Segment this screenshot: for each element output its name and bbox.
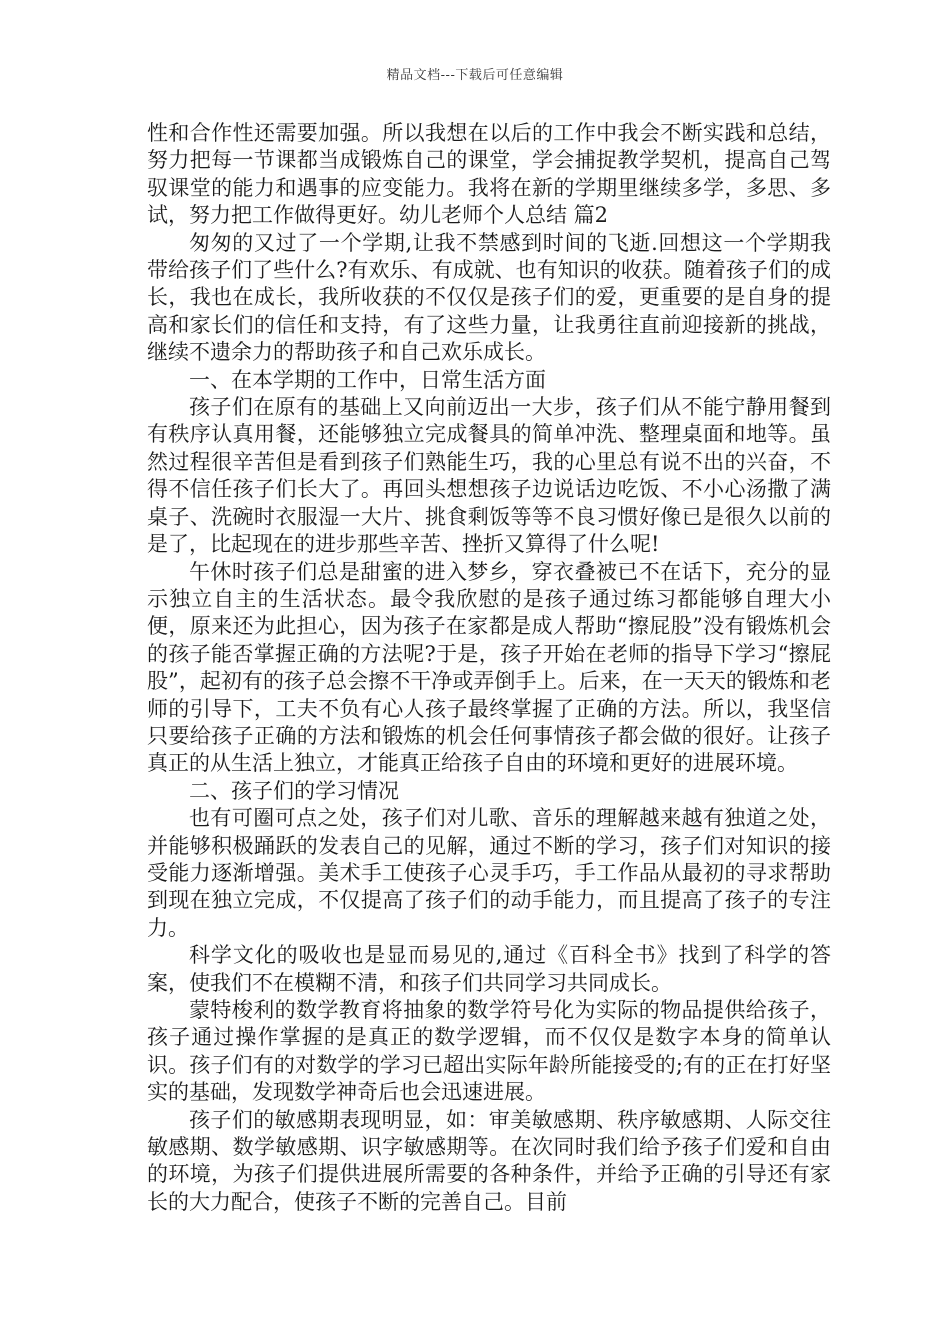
paragraph-5: 也有可圈可点之处，孩子们对儿歌、音乐的理解越来越有独道之处，并能够积极踊跃的发表自己的见解，通过不断的学习，孩子们对知识的接受能力逐渐增强。美术手工使孩子心灵手巧，手工作品从最初的寻求帮助到现在独立完成，不仅提高了孩子们的动手能力，而且提高了孩子的专注力。 xyxy=(147,806,831,940)
paragraph-4: 午休时孩子们总是甜蜜的进入梦乡，穿衣叠被已不在话下，充分的显示独立自主的生活状态。最令我欣慰的是孩子通过练习都能够自理大小便，原来还为此担心，因为孩子在家都是成人帮助“擦屁股”没有锻炼机会的孩子能否掌握正确的方法呢?于是，孩子开始在老师的指导下学习“擦屁股”，起初有的孩子总会擦不干净或弄倒手上。后来，在一天天的锻炼和老师的引导下，工夫不负有心人孩子最终掌握了正确的方法。所以，我坚信只要给孩子正确的方法和锻炼的机会任何事情孩子都会做的很好。让孩子真正的从生活上独立，才能真正给孩子自由的环境和更好的进展环境。 xyxy=(147,559,831,776)
paragraph-1: 性和合作性还需要加强。所以我想在以后的工作中我会不断实践和总结，努力把每一节课都当成锻炼自己的课堂，学会捕捉教学契机，提高自己驾驭课堂的能力和遇事的应变能力。我将在新的学期里继续多学，多思、多试，努力把工作做得更好。幼儿老师个人总结 篇2 xyxy=(147,121,831,228)
paragraph-7: 蒙特梭利的数学教育将抽象的数学符号化为实际的物品提供给孩子，孩子通过操作掌握的是真正的数学逻辑，而不仅仅是数字本身的简单认识。孩子们有的对数学的学习已超出实际年龄所能接受的;有的正在打好坚实的基础，发现数学神奇后也会迅速进展。 xyxy=(147,998,831,1105)
paragraph-2: 匆匆的又过了一个学期,让我不禁感到时间的飞逝.回想这一个学期我带给孩子们了些什么?有欢乐、有成就、也有知识的收获。随着孩子们的成长，我也在成长，我所收获的不仅仅是孩子们的爱，更重要的是自身的提高和家长们的信任和支持，有了这些力量，让我勇往直前迎接新的挑战，继续不遗余力的帮助孩子和自己欢乐成长。 xyxy=(147,230,831,365)
page-header: 精品文档---下载后可任意编辑 xyxy=(386,68,564,83)
paragraph-3: 孩子们在原有的基础上又向前迈出一大步，孩子们从不能宁静用餐到有秩序认真用餐，还能够独立完成餐具的简单冲洗、整理桌面和地等。虽然过程很辛苦但是看到孩子们熟能生巧，我的心里总有说不出的兴奋，不得不信任孩子们长大了。再回头想想孩子边说话边吃饭、不小心汤撒了满桌子、洗碗时衣服湿一大片、挑食剩饭等等不良习惯好像已是很久以前的是了，比起现在的进步那些辛苦、挫折又算得了什么呢! xyxy=(147,395,831,557)
section-heading-2: 二、孩子们的学习情况 xyxy=(189,778,399,803)
document-body xyxy=(147,120,831,1216)
section-heading-1: 一、在本学期的工作中，日常生活方面 xyxy=(189,367,546,392)
paragraph-8: 孩子们的敏感期表现明显，如：审美敏感期、秩序敏感期、人际交往敏感期、数学敏感期、识字敏感期等。在次同时我们给予孩子们爱和自由的环境，为孩子们提供进展所需要的各种条件，并给予正确的引导还有家长的大力配合，使孩子不断的完善自己。目前 xyxy=(147,1107,831,1214)
paragraph-6: 科学文化的吸收也是显而易见的,通过《百科全书》找到了科学的答案，使我们不在模糊不清，和孩子们共同学习共同成长。 xyxy=(147,943,831,995)
